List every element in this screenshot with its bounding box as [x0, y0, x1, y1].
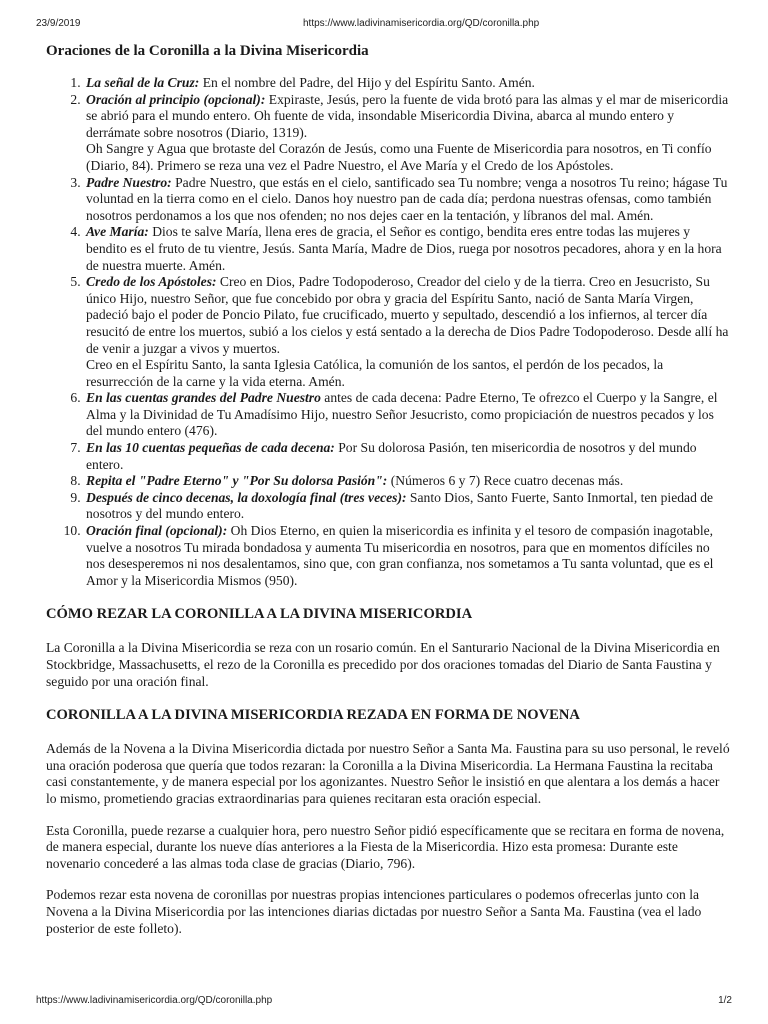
page-number: 1/2	[718, 995, 732, 1006]
prayer-text: Oh Dios Eterno, en quien la misericordia es infinita y el tesoro de compasión inagotable, vuelve a nosotros Tu mirada bondadosa y aumenta Tu misericordia en nosotros, para que en momentos difíciles no nos desesperemos ni nos desalentamos, sino que, con gran confianza, nos sometamos a Tu santa voluntad, que es el Amor y la Misericordia Mismos (950).	[86, 523, 714, 588]
print-header	[0, 0, 768, 40]
prayer-text: Creo en Dios, Padre Todopoderoso, Creador del cielo y de la tierra. Creo en Jesucristo, Su único Hijo, nuestro Señor, que fue concebido por obra y gracia del Espíritu Santo, nació de Santa María Virgen, padeció bajo el poder de Poncio Pilato, fue crucificado, muerto y sepultado, descendió a los infiernos, al tercer día resucitó de entre los muertos, subió a los cielos y está sentado a la derecha de Dios Padre Todopoderoso. Desde allí ha de venir a juzgar a vivos y muertos.	[86, 274, 729, 356]
page-content	[46, 40, 730, 937]
prayer-item	[84, 75, 730, 92]
prayer-lead: Padre Nuestro:	[86, 174, 172, 190]
print-header-url: https://www.ladivinamisericordia.org/QD/coronilla.php	[303, 18, 540, 29]
prayer-lead: Oración final (opcional):	[86, 523, 228, 539]
prayer-text: Dios te salve María, llena eres de gracia, el Señor es contigo, bendita eres entre todas las mujeres y bendito es el fruto de tu vientre, Jesús. Santa María, Madre de Dios, ruega por nosotros pecadores, ahora y en la hora de nuestra muerte. Amén.	[86, 224, 722, 273]
prayer-text: Santo Dios, Santo Fuerte, Santo Inmortal, ten piedad de nosotros y del mundo entero.	[86, 489, 714, 522]
prayer-lead: La señal de la Cruz:	[86, 75, 200, 90]
prayer-item	[84, 92, 730, 175]
paragraph: Además de la Novena a la Divina Misericordia dictada por nuestro Señor a Santa Ma. Faustina para su uso personal, le reveló una oración poderosa que quería que todos rezaran: la Coronilla a la Divina Misericordia. La Hermana Faustina la recitaba casi constantemente, y de manera especial por los agonizantes. Nuestro Señor le insistió en que alentara a los demás a hacer lo mismo, prometiendo gracias extraordinarias para quienes recitaran esta oración especial.	[46, 741, 730, 806]
prayer-text: Padre Nuestro, que estás en el cielo, santificado sea Tu nombre; venga a nosotros Tu reino; hágase Tu voluntad en la tierra como en el cielo. Danos hoy nuestro pan de cada día; perdona nuestras ofensas, como también nosotros perdonamos a los que nos ofenden; no nos dejes caer en la tentación, y líbranos del mal. Amén.	[86, 174, 728, 223]
prayer-text: Expiraste, Jesús, pero la fuente de vida brotó para las almas y el mar de misericordia se abrió para el mundo entero. Oh fuente de vida, insondable Misericordia Divina, abarca al mundo entero y derrámate sobre nosotros (Diario, 1319).	[86, 91, 729, 140]
prayer-item	[84, 490, 730, 523]
prayer-lead: Credo de los Apóstoles:	[86, 274, 217, 290]
prayer-text: antes de cada decena: Padre Eterno, Te ofrezco el Cuerpo y la Sangre, el Alma y la Divinidad de Tu Amadísimo Hijo, nuestro Señor Jesucristo, como propiciación de nuestros pecados y los del mundo entero (476).	[86, 390, 718, 439]
prayer-extra-text: Oh Sangre y Agua que brotaste del Corazón de Jesús, como una Fuente de Misericordia para nosotros, en Ti confío (Diario, 84). Primero se reza una vez el Padre Nuestro, el Ave María y el Credo de los Apóstoles.	[86, 141, 712, 173]
print-footer-url: https://www.ladivinamisericordia.org/QD/coronilla.php	[36, 995, 273, 1006]
prayer-extra-text: Creo en el Espíritu Santo, la santa Iglesia Católica, la comunión de los santos, el perdón de los pecados, la resurrección de la carne y la vida eterna. Amén.	[86, 357, 664, 389]
print-footer	[0, 990, 768, 1020]
prayer-text: (Números 6 y 7) Rece cuatro decenas más.	[387, 473, 624, 489]
prayer-lead: En las cuentas grandes del Padre Nuestro	[86, 390, 321, 406]
prayer-item	[84, 274, 730, 390]
prayer-text: En el nombre del Padre, del Hijo y del Espíritu Santo. Amén.	[199, 75, 535, 90]
prayer-lead: Ave María:	[86, 224, 149, 240]
prayer-lead: Repita el "Padre Eterno" y "Por Su dolorsa Pasión":	[86, 473, 388, 489]
prayer-text: Por Su dolorosa Pasión, ten misericordia de nosotros y del mundo entero.	[86, 440, 697, 472]
prayer-list	[46, 75, 730, 589]
paragraph: La Coronilla a la Divina Misericordia se reza con un rosario común. En el Santurario Nacional de la Divina Misericordia en Stockbridge, Massachusetts, el rezo de la Coronilla es precedido por dos oraciones tomadas del Diario de Santa Faustina y seguido por una oración final.	[46, 640, 720, 689]
prayer-item	[84, 440, 730, 473]
prayer-item	[84, 175, 730, 225]
prayer-lead: Oración al principio (opcional):	[86, 91, 266, 107]
print-date: 23/9/2019	[36, 18, 81, 29]
section-heading-novena: CORONILLA A LA DIVINA MISERICORDIA REZADA EN FORMA DE NOVENA	[46, 707, 580, 724]
page-title: Oraciones de la Coronilla a la Divina Misericordia	[46, 43, 369, 59]
prayer-item	[84, 523, 730, 589]
prayer-item	[84, 224, 730, 274]
prayer-lead: Después de cinco decenas, la doxología final (tres veces):	[86, 489, 407, 505]
prayer-lead: En las 10 cuentas pequeñas de cada decena:	[86, 440, 335, 456]
section-heading-como-rezar: CÓMO REZAR LA CORONILLA A LA DIVINA MISERICORDIA	[46, 606, 473, 623]
paragraph: Podemos rezar esta novena de coronillas por nuestras propias intenciones particulares o podemos ofrecerlas junto con la Novena a la Divina Misericordia por las intenciones diarias dictadas por nuestro Señor a Santa Ma. Faustina (vea el lado posterior de este folleto).	[46, 887, 702, 936]
prayer-item	[84, 473, 730, 490]
paragraph: Esta Coronilla, puede rezarse a cualquier hora, pero nuestro Señor pidió específicamente que se recitara en forma de novena, de manera especial, durante los nueve días anteriores a la Fiesta de la Misericordia. Hizo esta promesa: Durante este novenario concederé a las almas toda clase de gracias (Diario, 796).	[46, 822, 725, 871]
prayer-item	[84, 390, 730, 440]
